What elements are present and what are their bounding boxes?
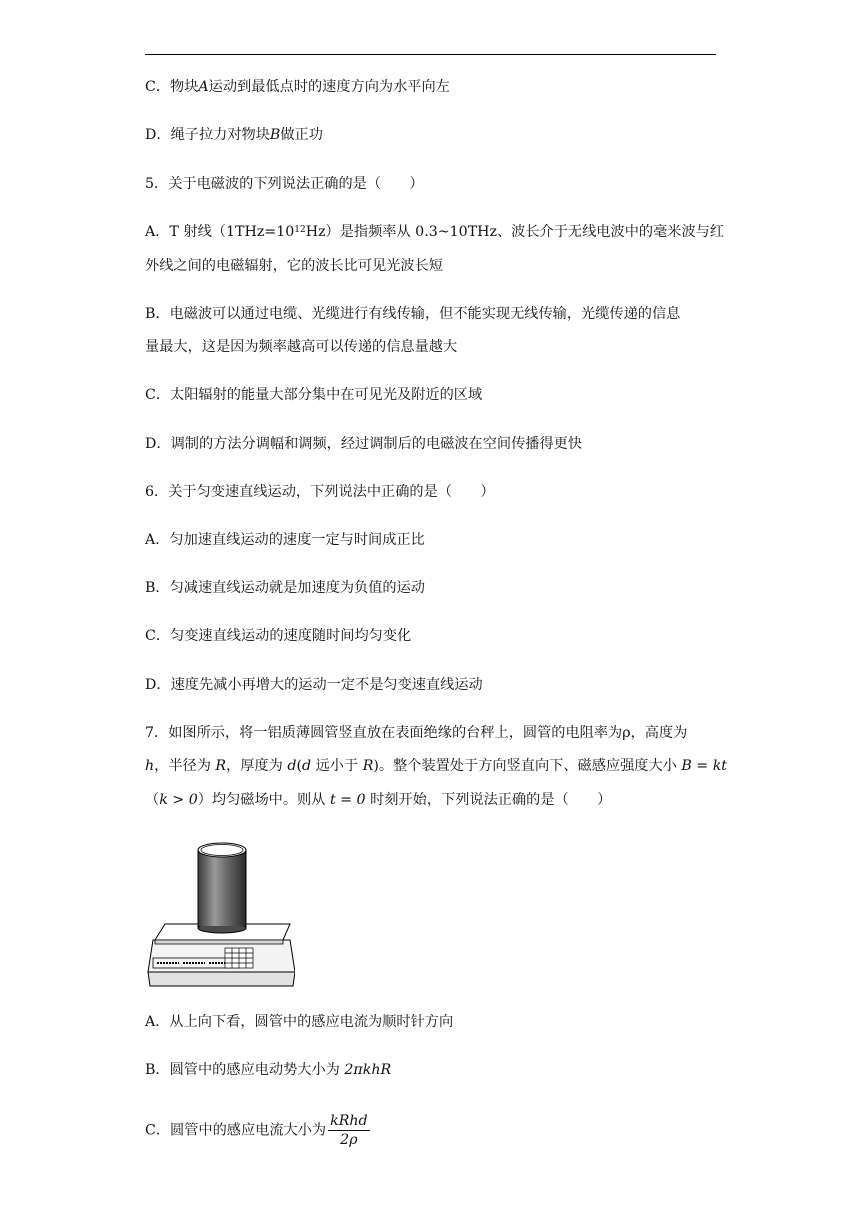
q7-option-c[interactable]: [145, 1112, 370, 1149]
q5-option-b[interactable]: B．电磁波可以通过电缆、光缆进行有线传输，但不能实现无线传输，光缆传递的信息: [145, 306, 681, 322]
keypad: [225, 948, 253, 968]
option-text: 做正功: [280, 127, 323, 143]
variable: h: [145, 758, 155, 774]
option-text: B．圆管中的感应电动势大小为: [145, 1062, 345, 1078]
q7-option-b[interactable]: [145, 1060, 391, 1080]
option-text: 运动到最低点时的速度方向为水平向左: [208, 79, 450, 95]
scale-with-tube-figure: [145, 840, 295, 990]
stem-text: ）均匀磁场中。则从: [197, 792, 330, 808]
stem-text: 远小于: [311, 758, 363, 774]
stem-text: （: [145, 792, 160, 808]
q6-stem: 6．关于匀变速直线运动，下列说法中正确的是（ ）: [145, 484, 495, 500]
variable: B: [269, 127, 281, 143]
option-text: C．物块: [145, 79, 199, 95]
numerator: kRhd: [330, 1113, 368, 1129]
variable: d: [302, 758, 312, 774]
q4-option-c[interactable]: [145, 77, 450, 97]
stem-text: 时刻开始，下列说法正确的是（ ）: [365, 792, 612, 808]
denominator: 2ρ: [340, 1132, 358, 1148]
header-rule: [145, 54, 716, 55]
q5-stem: 5．关于电磁波的下列说法正确的是（ ）: [145, 176, 424, 192]
variable: A: [198, 79, 209, 95]
variable: R: [215, 758, 227, 774]
stem-text: ，半径为: [154, 758, 216, 774]
q5-option-d[interactable]: D．调制的方法分调幅和调频，经过调制后的电磁波在空间传播得更快: [145, 436, 583, 452]
q7-stem-line1: 7．如图所示，将一铝质薄圆管竖直放在表面绝缘的台秤上，圆管的电阻率为ρ，高度为: [145, 725, 688, 741]
q6-option-d[interactable]: D．速度先减小再增大的运动一定不是匀变速直线运动: [145, 677, 483, 693]
q5-option-a[interactable]: [145, 222, 724, 242]
formula: k > 0: [159, 792, 198, 808]
stem-text: (: [296, 758, 302, 774]
stem-text: )。整个装置处于方向竖直向下、磁感应强度大小: [373, 758, 682, 774]
variable: R: [362, 758, 374, 774]
q5-option-c[interactable]: C．太阳辐射的能量大部分集中在可见光及附近的区域: [145, 387, 483, 403]
formula: t = 0: [329, 792, 366, 808]
q5-option-a-cont: 外线之间的电磁辐射，它的波长比可见光波长短: [145, 258, 443, 274]
option-text: C．圆管中的感应电流大小为: [145, 1122, 327, 1139]
stem-text: ，厚度为: [226, 758, 288, 774]
variable: d: [287, 758, 297, 774]
option-text: A．T 射线（1THz=10: [145, 224, 295, 240]
formula: 2πkhR: [344, 1062, 392, 1078]
q7-stem-line3: [145, 790, 611, 810]
exponent: 12: [294, 225, 306, 235]
q7-option-a[interactable]: A．从上向下看，圆管中的感应电流为顺时针方向: [145, 1014, 454, 1030]
q4-option-d[interactable]: [145, 125, 323, 145]
q6-option-a[interactable]: A．匀加速直线运动的速度一定与时间成正比: [145, 532, 425, 548]
option-text: Hz）是指频率从 0.3~10THz、波长介于无线电波中的毫米波与红: [305, 224, 725, 240]
q5-option-b-cont: 量最大，这是因为频率越高可以传递的信息量越大: [145, 339, 458, 355]
option-text: D．绳子拉力对物块: [145, 127, 270, 143]
q6-option-c[interactable]: C．匀变速直线运动的速度随时间均匀变化: [145, 628, 412, 644]
scale-diagram: [145, 840, 295, 990]
q6-option-b[interactable]: B．匀减速直线运动就是加速度为负值的运动: [145, 580, 425, 596]
q7-stem-line2: [145, 756, 727, 776]
formula: B = kt: [681, 758, 727, 774]
fraction: [328, 1112, 370, 1149]
